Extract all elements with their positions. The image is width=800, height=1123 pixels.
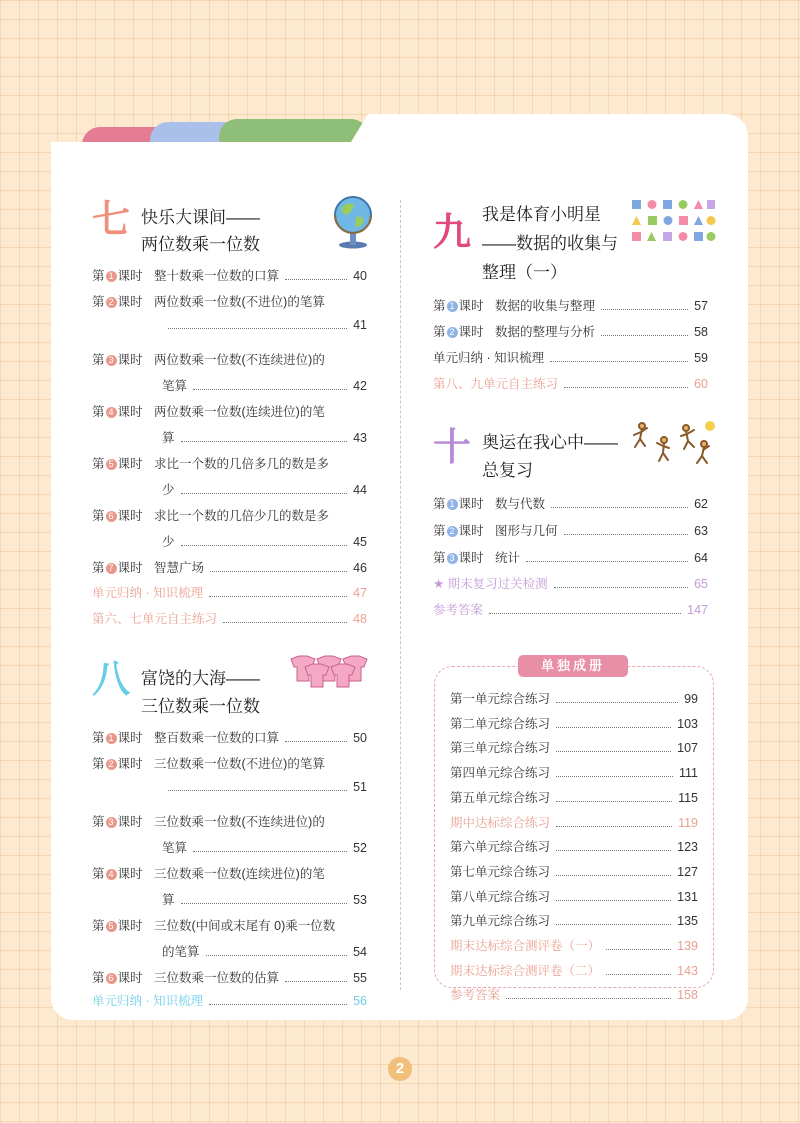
toc-extra-entry[interactable] (433, 574, 708, 592)
page-ref: 44 (353, 483, 367, 497)
page-ref: 143 (677, 963, 698, 978)
dot-leader (285, 278, 347, 280)
lesson-title: 求比一个数的几倍多几的数是多 (154, 457, 330, 471)
booklet-entry[interactable] (450, 911, 698, 929)
lesson-title-cont: 算 (162, 893, 175, 907)
lesson-title: 图形与几何 (495, 524, 558, 538)
page-ref: 127 (677, 864, 698, 879)
lesson-label: 第 1 课时 (92, 269, 143, 283)
toc-entry[interactable] (433, 296, 708, 314)
lesson-label: 第 2 课时 (433, 325, 484, 339)
booklet-entry-label: 第三单元综合练习 (450, 741, 551, 756)
lesson-label: 第 1 课时 (433, 497, 484, 511)
booklet-entry-label: 期末达标综合测评卷（二） (450, 963, 601, 978)
page-ref: 63 (694, 524, 708, 538)
dot-leader (606, 973, 671, 975)
toc-entry[interactable] (92, 728, 367, 746)
page-number: 2 (388, 1057, 412, 1081)
dot-leader (556, 726, 671, 728)
dot-leader (168, 327, 347, 329)
page-ref: 46 (353, 561, 367, 575)
page-ref: 43 (353, 431, 367, 445)
lesson-number-badge: 6 (106, 973, 117, 984)
page-ref: 139 (677, 939, 698, 953)
unit10-title-1: 奥运在我心中—— (482, 433, 618, 452)
toc-entry-cont (162, 480, 367, 498)
lesson-title-cont: 笔算 (162, 379, 188, 393)
unit9-title-2: ——数据的收集与 (482, 234, 618, 253)
unit9-title-1: 我是体育小明星 (482, 205, 601, 224)
dot-leader (601, 308, 688, 310)
toc-extra-entry[interactable] (433, 600, 708, 618)
toc-entry-cont (162, 428, 367, 446)
booklet-entry[interactable] (450, 788, 698, 806)
page-ref: 41 (353, 318, 367, 332)
toc-entry[interactable] (433, 521, 708, 539)
lesson-label: 第 7 课时 (92, 561, 143, 575)
lesson-number-badge: 1 (106, 271, 117, 282)
toc-entry[interactable] (92, 402, 367, 420)
page-ref: 158 (677, 988, 698, 1003)
booklet-title: 单独成册 (518, 655, 628, 677)
dot-leader (285, 740, 347, 742)
lesson-title: 求比一个数的几倍少几的数是多 (154, 509, 330, 523)
lesson-title: 数据的整理与分析 (495, 325, 596, 339)
lesson-title: 整十数乘一位数的口算 (154, 269, 280, 283)
booklet-entry[interactable] (450, 961, 698, 979)
dot-leader (556, 849, 671, 851)
dot-leader (554, 586, 688, 588)
lesson-title: 智慧广场 (154, 561, 205, 575)
lesson-number-badge: 3 (106, 355, 117, 366)
lesson-label: 第 2 课时 (92, 757, 143, 771)
page-ref: 99 (684, 692, 698, 706)
lesson-number-badge: 7 (106, 563, 117, 574)
page-ref: 48 (353, 612, 367, 626)
lesson-label: 第 4 课时 (92, 405, 143, 419)
page-ref: 59 (694, 351, 708, 365)
toc-entry[interactable] (92, 506, 367, 524)
lesson-label: 第 6 课时 (92, 971, 143, 985)
toc-extra-entry[interactable] (433, 374, 708, 392)
lesson-number-badge: 1 (447, 499, 458, 510)
lesson-title: 数据的收集与整理 (495, 299, 596, 313)
page-ref: 40 (353, 269, 367, 283)
page-ref: 52 (353, 841, 367, 855)
toc-entry[interactable] (92, 454, 367, 472)
unit8-title-1: 富饶的大海—— (141, 669, 260, 688)
lesson-number-badge: 5 (106, 459, 117, 470)
lesson-number-badge: 6 (106, 511, 117, 522)
toc-entry[interactable] (92, 754, 367, 772)
dot-leader (551, 506, 688, 508)
extra-label: 单元归纳 · 知识梳理 (92, 586, 204, 600)
toc-entry-cont (162, 318, 367, 332)
toc-entry[interactable] (92, 812, 367, 830)
lesson-number-badge: 2 (447, 526, 458, 537)
lesson-number-badge: 5 (106, 921, 117, 932)
dot-leader (181, 492, 348, 494)
unit9-numeral: 九 (433, 210, 472, 254)
dot-leader (556, 874, 671, 876)
booklet-entry-label: 期中达标综合练习 (450, 815, 551, 830)
lesson-label: 第 3 课时 (433, 551, 484, 565)
lesson-title: 数与代数 (495, 497, 546, 511)
lesson-title-cont: 的笔算 (162, 945, 200, 959)
dot-leader (556, 899, 671, 901)
toc-entry-cont (162, 532, 367, 550)
toc-entry-cont (162, 942, 367, 960)
booklet-entry-label: 第五单元综合练习 (450, 790, 551, 805)
unit10-title-2: 总复习 (482, 461, 533, 480)
lesson-label: 第 2 课时 (433, 524, 484, 538)
extra-label: 单元归纳 · 知识梳理 (433, 351, 545, 365)
booklet-entry-label: 参考答案 (450, 988, 501, 1003)
toc-extra-entry[interactable] (92, 991, 367, 1009)
lesson-title-cont: 少 (162, 483, 175, 497)
extra-label: 单元归纳 · 知识梳理 (92, 994, 204, 1008)
lesson-title: 三位数乘一位数(连续进位)的笔 (154, 867, 325, 881)
lesson-label: 第 3 课时 (92, 353, 143, 367)
toc-entry[interactable] (92, 916, 367, 934)
lesson-label: 第 5 课时 (92, 919, 143, 933)
page-ref: 111 (678, 766, 698, 781)
booklet-entry[interactable] (450, 714, 698, 732)
toc-extra-entry[interactable] (92, 583, 367, 601)
unit7-numeral: 七 (92, 197, 131, 241)
page-ref: 58 (694, 325, 708, 339)
toc-entry[interactable] (433, 494, 708, 512)
dot-leader (181, 440, 348, 442)
dot-leader (285, 980, 347, 982)
toc-entry-cont (162, 780, 367, 794)
dot-leader (193, 850, 347, 852)
booklet-entry[interactable] (450, 936, 698, 954)
page-ref: 60 (694, 377, 708, 391)
dot-leader (168, 789, 347, 791)
booklet-entry-label: 第九单元综合练习 (450, 914, 551, 929)
dot-leader (506, 997, 671, 999)
toc-entry[interactable] (433, 322, 708, 340)
dot-leader (550, 360, 688, 362)
dot-leader (556, 701, 678, 703)
lesson-label: 第 6 课时 (92, 509, 143, 523)
dot-leader (556, 750, 671, 752)
lesson-label: 第 1 课时 (433, 299, 484, 313)
page-ref: 123 (677, 840, 698, 855)
dot-leader (564, 386, 688, 388)
lesson-number-badge: 1 (106, 733, 117, 744)
unit7-title-2: 两位数乘一位数 (141, 235, 260, 254)
lesson-title: 两位数乘一位数(不连续进位)的 (154, 353, 325, 367)
lesson-title: 三位数乘一位数(不进位)的笔算 (154, 757, 325, 771)
column-divider (400, 200, 401, 990)
booklet-entry[interactable] (450, 985, 698, 1003)
extra-label: 第六、七单元自主练习 (92, 612, 218, 626)
dot-leader (209, 595, 347, 597)
lesson-title: 整百数乘一位数的口算 (154, 731, 280, 745)
toc-extra-entry[interactable] (433, 348, 708, 366)
page-ref: 55 (353, 971, 367, 985)
toc-entry-cont (162, 838, 367, 856)
dot-leader (209, 1003, 347, 1005)
lesson-number-badge: 1 (447, 301, 458, 312)
booklet-entry-label: 第七单元综合练习 (450, 864, 551, 879)
lesson-label: 第 1 课时 (92, 731, 143, 745)
page-ref: 64 (694, 551, 708, 565)
lesson-number-badge: 4 (106, 869, 117, 880)
unit8-title-2: 三位数乘一位数 (141, 697, 260, 716)
lesson-label: 第 2 课时 (92, 295, 143, 309)
lesson-title: 三位数乘一位数的估算 (154, 971, 280, 985)
booklet-entry[interactable] (450, 689, 698, 707)
unit8-numeral: 八 (92, 657, 131, 701)
page-ref: 147 (687, 603, 708, 617)
booklet-entry[interactable] (450, 763, 698, 781)
dot-leader (181, 902, 348, 904)
page-ref: 65 (694, 577, 708, 591)
dot-leader (556, 825, 672, 827)
dot-leader (193, 388, 347, 390)
dot-leader (206, 954, 348, 956)
unit7-title-1: 快乐大课间—— (141, 208, 260, 227)
dot-leader (556, 923, 671, 925)
booklet-entry-label: 第六单元综合练习 (450, 840, 551, 855)
booklet-entry-label: 第一单元综合练习 (450, 692, 551, 706)
page-ref: 56 (353, 994, 367, 1008)
lesson-title: 两位数乘一位数(连续进位)的笔 (154, 405, 325, 419)
unit10-numeral: 十 (433, 425, 472, 469)
lesson-number-badge: 2 (447, 327, 458, 338)
booklet-entry[interactable] (450, 738, 698, 756)
dot-leader (601, 334, 688, 336)
toc-entry-cont (162, 376, 367, 394)
unit9-title-3: 整理（一） (482, 263, 567, 282)
athletes-icon (630, 418, 716, 470)
page-ref: 107 (677, 741, 698, 756)
dot-leader (223, 621, 347, 623)
page-ref: 135 (677, 914, 698, 929)
page-ref: 62 (694, 497, 708, 511)
page-ref: 51 (353, 780, 367, 794)
page-ref: 103 (677, 716, 698, 731)
globe-icon (330, 193, 376, 249)
dot-leader (526, 560, 688, 562)
lesson-label: 第 3 课时 (92, 815, 143, 829)
toc-entry[interactable] (92, 864, 367, 882)
extra-label: 参考答案 (433, 603, 484, 617)
lesson-label: 第 4 课时 (92, 867, 143, 881)
page-ref: 42 (353, 379, 367, 393)
lesson-number-badge: 2 (106, 759, 117, 770)
page-ref: 53 (353, 893, 367, 907)
toc-entry[interactable] (92, 558, 367, 576)
booklet-entry-label: 第八单元综合练习 (450, 889, 551, 904)
lesson-number-badge: 3 (106, 817, 117, 828)
dot-leader (210, 570, 347, 572)
toc-extra-entry[interactable] (92, 609, 367, 627)
booklet-entry[interactable] (450, 887, 698, 905)
toc-entry[interactable] (92, 350, 367, 368)
lesson-title-cont: 笔算 (162, 841, 188, 855)
booklet-entry[interactable] (450, 862, 698, 880)
extra-label: 第八、九单元自主练习 (433, 377, 559, 391)
toc-entry[interactable] (92, 266, 367, 284)
page-ref: 47 (353, 586, 367, 600)
page-ref: 50 (353, 731, 367, 745)
booklet-entry-label: 第四单元综合练习 (450, 766, 551, 781)
clothes-icon (287, 655, 377, 689)
page-ref: 54 (353, 945, 367, 959)
booklet-entry[interactable] (450, 813, 698, 831)
lesson-number-badge: 4 (106, 407, 117, 418)
dot-leader (606, 948, 671, 950)
dot-leader (556, 775, 673, 777)
toc-entry[interactable] (92, 292, 367, 310)
extra-label: ★ 期末复习过关检测 (433, 577, 548, 591)
dot-leader (181, 544, 348, 546)
page-ref: 119 (678, 815, 698, 830)
dot-leader (489, 612, 681, 614)
page-ref: 57 (694, 299, 708, 313)
lesson-number-badge: 2 (106, 297, 117, 308)
lesson-title: 三位数(中间或末尾有 0)乘一位数 (154, 919, 336, 933)
shapes-icon (630, 198, 716, 246)
toc-entry[interactable] (433, 548, 708, 566)
dot-leader (556, 800, 672, 802)
page-ref: 131 (677, 889, 698, 904)
page-ref: 115 (678, 790, 698, 805)
page-ref: 45 (353, 535, 367, 549)
booklet-entry[interactable] (450, 837, 698, 855)
lesson-label: 第 5 课时 (92, 457, 143, 471)
lesson-title-cont: 算 (162, 431, 175, 445)
toc-entry[interactable] (92, 968, 367, 986)
lesson-title: 两位数乘一位数(不进位)的笔算 (154, 295, 325, 309)
lesson-title: 统计 (495, 551, 521, 565)
lesson-title: 三位数乘一位数(不连续进位)的 (154, 815, 325, 829)
toc-entry-cont (162, 890, 367, 908)
lesson-number-badge: 3 (447, 553, 458, 564)
booklet-entry-label: 第二单元综合练习 (450, 716, 551, 731)
lesson-title-cont: 少 (162, 535, 175, 549)
dot-leader (564, 533, 689, 535)
booklet-entry-label: 期末达标综合测评卷（一） (450, 939, 601, 953)
